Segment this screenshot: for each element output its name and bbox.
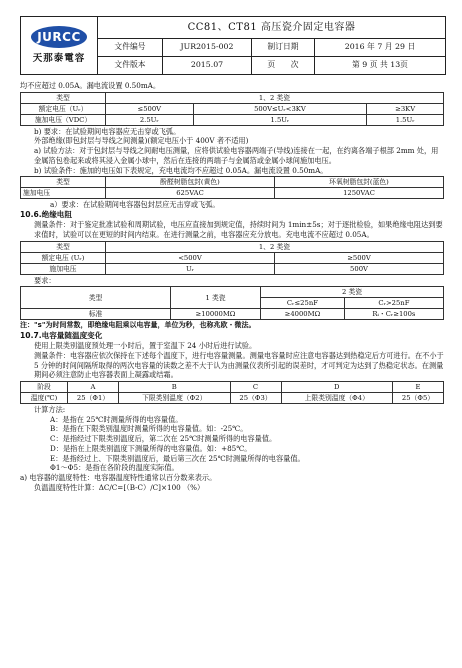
table-cell: C <box>230 382 281 393</box>
table-cell: 25（Φ3） <box>230 393 281 404</box>
table-cell: D <box>281 382 393 393</box>
paragraph: a) 电容器的温度特性：电容器温度特性通常以百分数来表示。 <box>20 473 217 483</box>
table-cell: ≤500V <box>106 103 194 114</box>
table-cell: 1.5Uᵣ <box>367 114 444 125</box>
table-cell: 额定电压 (Uᵣ) <box>21 252 106 263</box>
table-cell: 2.5Uᵣ <box>106 114 194 125</box>
table-cell: ≥4000MΩ <box>261 309 345 320</box>
page-value: 第 9 页 共 13页 <box>352 60 408 70</box>
paragraph: 使用上限类别温度预处理一小时后，置于室温下 24 小时后进行试验。 <box>34 341 257 351</box>
insulation-voltage-table <box>20 241 444 275</box>
list-item: A：是指在 25℃时测量所得的电容量值。 <box>50 414 183 424</box>
table-cell: 1 类瓷 <box>171 287 261 309</box>
logo-badge: JURCC <box>31 26 87 48</box>
table-cell: 1、2 类瓷 <box>106 241 444 252</box>
paragraph: 外部绝缘(即包封层与导线之间测量)(额定电压小于 400V 者不适用) <box>34 136 249 146</box>
table-cell: ≥10000MΩ <box>171 309 261 320</box>
company-name: 天那泰電容 <box>32 52 86 64</box>
list-item: D：是指在上限类别温度下测量所得的电容量值。如：+85℃。 <box>50 443 252 453</box>
voltage-table <box>20 92 444 126</box>
version-label: 文件版本 <box>98 57 163 74</box>
logo <box>21 17 98 74</box>
table-cell: 施加电压 <box>21 188 106 199</box>
table-cell: 温度(℃) <box>21 393 68 404</box>
insulation-resistance-table <box>20 286 444 320</box>
table-cell: Cᵣ≤25nF <box>261 298 345 309</box>
table-cell: 额定电压（Uᵣ） <box>21 103 106 114</box>
temperature-stage-table <box>20 381 444 404</box>
list-item: B：是指在下限类别温度时测量所得的电容量值。如：-25℃。 <box>50 424 248 434</box>
table-cell: 下限类别温度（Φ2） <box>119 393 231 404</box>
table-cell: 625VAC <box>106 188 275 199</box>
table-cell: B <box>119 382 231 393</box>
doc-no-value: JUR2015-002 <box>163 39 252 56</box>
table-cell: 500V <box>275 263 444 274</box>
paragraph: 均不应超过 0.05A。漏电流设置 0.50mA。 <box>20 81 161 90</box>
table-cell: <500V <box>106 252 275 263</box>
table-cell: 类型 <box>21 177 106 188</box>
table-cell: A <box>68 382 119 393</box>
page-label: 页 次 <box>252 57 315 74</box>
date-label: 制订日期 <box>252 39 315 56</box>
paragraph: a) 试验方法：对于包封层与导线之间耐电压测量，应将供试验电容器两端子(导线)连接在一起，在约离各端子根部 2mm 处，用金属箔包卷起来或将其浸入金属小球中，然后在连接的两端子与金属箔或金属小球间施加电压。 <box>34 146 439 165</box>
paragraph: 要求： <box>34 275 56 285</box>
paragraph: b) 试验条件：施加的电压如下表规定，充电电流均不应超过 0.05A。漏电流设置 0.50mA。 <box>34 165 328 175</box>
doc-no-label: 文件编号 <box>98 39 163 56</box>
date-value: 2016 年 7 月 29 日 <box>344 42 416 52</box>
table-cell: E <box>393 382 444 393</box>
table-cell: 1、2 类瓷 <box>106 92 444 103</box>
table-cell: 1.5Uᵣ <box>193 114 367 125</box>
paragraph: 计算方法: <box>34 405 66 414</box>
table-cell: 类型 <box>21 92 106 103</box>
table-cell: Cᵣ>25nF <box>344 298 443 309</box>
list-item: C：是指经过下限类别温度后，第二次在 25℃时测量所得的电容量值。 <box>50 434 277 444</box>
table-cell: 环氧树脂包封(蓝色) <box>275 177 444 188</box>
table-cell: 上限类别温度（Φ4） <box>281 393 393 404</box>
table-cell: 施加电压 <box>21 263 106 274</box>
section-heading: 10.6.绝缘电阻 <box>20 210 72 220</box>
table-cell: 25（Φ5） <box>393 393 444 404</box>
paragraph: 负温温度特性计算：ΔC/C=[（B-C）/C]×100 （%） <box>34 482 205 492</box>
table-cell: Uᵣ <box>106 263 275 274</box>
table-cell: 标准 <box>21 309 171 320</box>
list-item: Φ1～Φ5：是指在各阶段的温度实际值。 <box>50 463 179 473</box>
table-cell: ≥3KV <box>367 103 444 114</box>
table-cell: 施加电压（VDC） <box>21 114 106 125</box>
table-cell: 阶段 <box>21 382 68 393</box>
paragraph: 测量条件：电容器应依次保持在下述每个温度下，进行电容量测量。测量电容量时应注意电容器达到热稳定后方可进行。在不小于 5 分钟的时间间隔所取得的两次电容量的读数之差不大于认为由测量仪表所引起的误差时，才可判定为达到了热稳定状态。在测量期间必须注意防止电容器表面上凝露或结霜。 <box>34 350 444 380</box>
table-cell: 酚醛树脂包封(黄色) <box>106 177 275 188</box>
table-cell: Rᵢ・Cᵣ≥100s <box>344 309 443 320</box>
section-heading: 10.7.电容量随温度变化 <box>20 330 103 340</box>
paragraph: 测量条件：对于鉴定批准试验和周期试验，电压应直接加到规定值，持续时间为 1min±5s；对于逐批检验，如果绝缘电阻达到要求值时，试验可以在更短的时间内结束。在进行测量之前，电容器应充分放电。充电电流不应超过 0.05A。 <box>34 220 443 239</box>
note: 注："s"为时间常数，即绝缘电阻乘以电容量，单位为秒，也称兆欧・微法。 <box>20 321 256 330</box>
table-cell: 25（Φ1） <box>68 393 119 404</box>
table-cell: 500V≤Uᵣ<3KV <box>193 103 367 114</box>
table-cell: 类型 <box>21 287 171 309</box>
table-cell: 1250VAC <box>275 188 444 199</box>
document-header <box>20 16 446 75</box>
list-item: E：是指经过上、下限类别温度后，最后第三次在 25℃时测量所得的电容量值。 <box>50 453 305 463</box>
document-title: CC81、CT81 高压瓷介固定电容器 <box>98 17 445 39</box>
enclosure-voltage-table <box>20 176 444 199</box>
document-body <box>20 81 444 492</box>
version-value: 2015.07 <box>163 57 252 74</box>
table-cell: ≥500V <box>275 252 444 263</box>
paragraph: a）要求：在试验期间电容器包封层应无击穿或飞弧。 <box>50 200 220 210</box>
table-cell: 2 类瓷 <box>261 287 444 298</box>
paragraph: b) 要求：在试验期间电容器应无击穿或飞弧。 <box>34 126 181 136</box>
table-cell: 类型 <box>21 241 106 252</box>
